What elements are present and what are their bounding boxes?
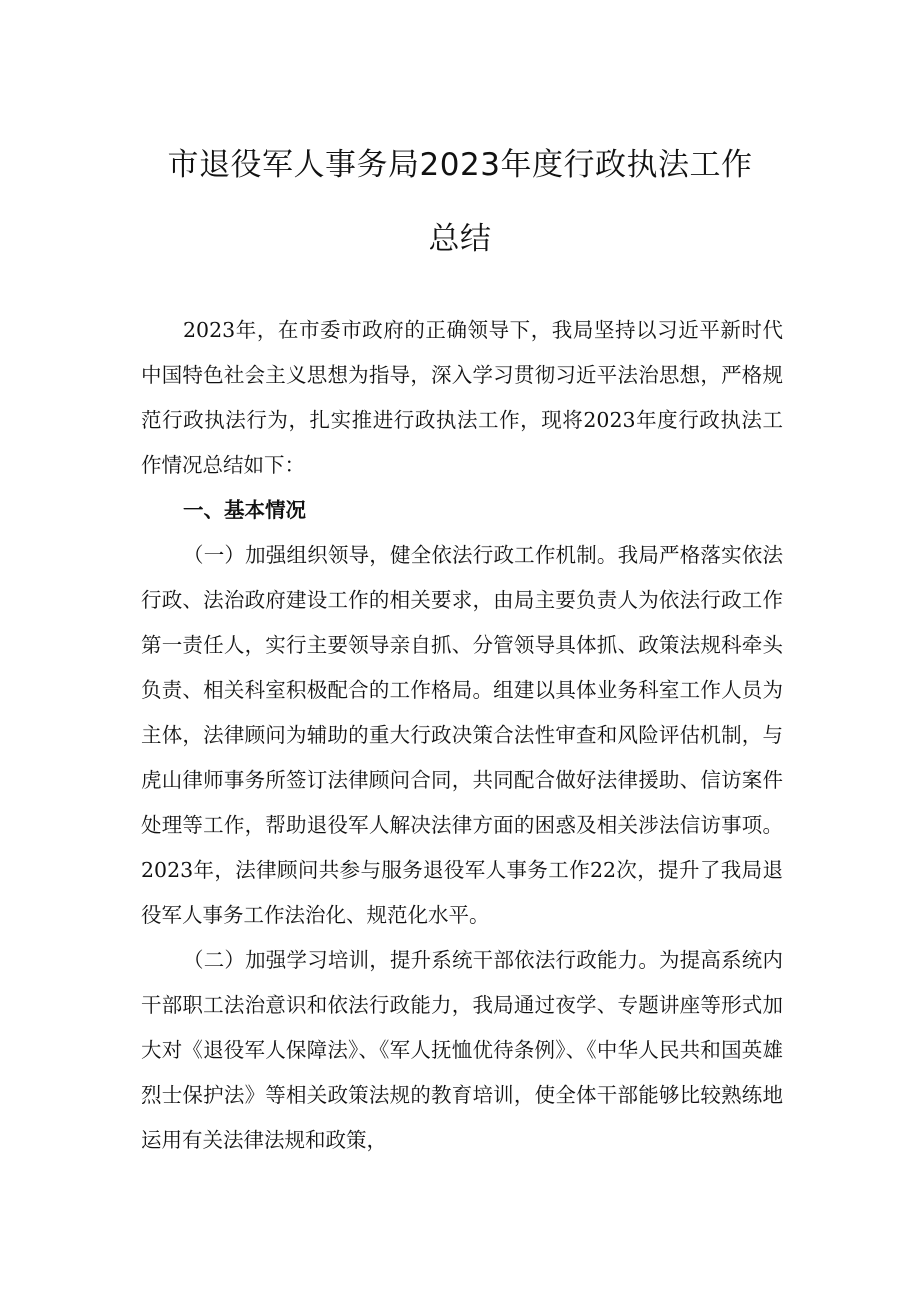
document-title-line-2: 总结 — [428, 221, 492, 257]
document-body — [141, 308, 783, 1163]
section-heading-basic-situation: 一、基本情况 — [183, 498, 307, 522]
document-title-line-1: 市退役军人事务局2023年度行政执法工作 — [167, 147, 753, 183]
paragraph-study-training: （二）加强学习培训，提升系统干部依法行政能力。为提高系统内干部职工法治意识和依法行政能力，我局通过夜学、专题讲座等形式加大对《退役军人保障法》、《军人抚恤优待条例》、《中华人民共和国英雄烈士保护法》等相关政策法规的教育培训，使全体干部能够比较熟练地运用有关法律法规和政策， — [141, 948, 783, 1152]
paragraph-organization-leadership: （一）加强组织领导，健全依法行政工作机制。我局严格落实依法行政、法治政府建设工作的相关要求，由局主要负责人为依法行政工作第一责任人，实行主要领导亲自抓、分管领导具体抓、政策法规科牵头负责、相关科室积极配合的工作格局。组建以具体业务科室工作人员为主体，法律顾问为辅助的重大行政决策合法性审查和风险评估机制，与虎山律师事务所签订法律顾问合同，共同配合做好法律援助、信访案件处理等工作，帮助退役军人解决法律方面的困惑及相关涉法信访事项。2023年，法律顾问共参与服务退役军人事务工作22次，提升了我局退役军人事务工作法治化、规范化水平。 — [141, 543, 783, 927]
intro-paragraph: 2023年，在市委市政府的正确领导下，我局坚持以习近平新时代中国特色社会主义思想为指导，深入学习贯彻习近平法治思想，严格规范行政执法行为，扎实推进行政执法工作，现将2023年度行政执法工作情况总结如下： — [141, 318, 783, 477]
